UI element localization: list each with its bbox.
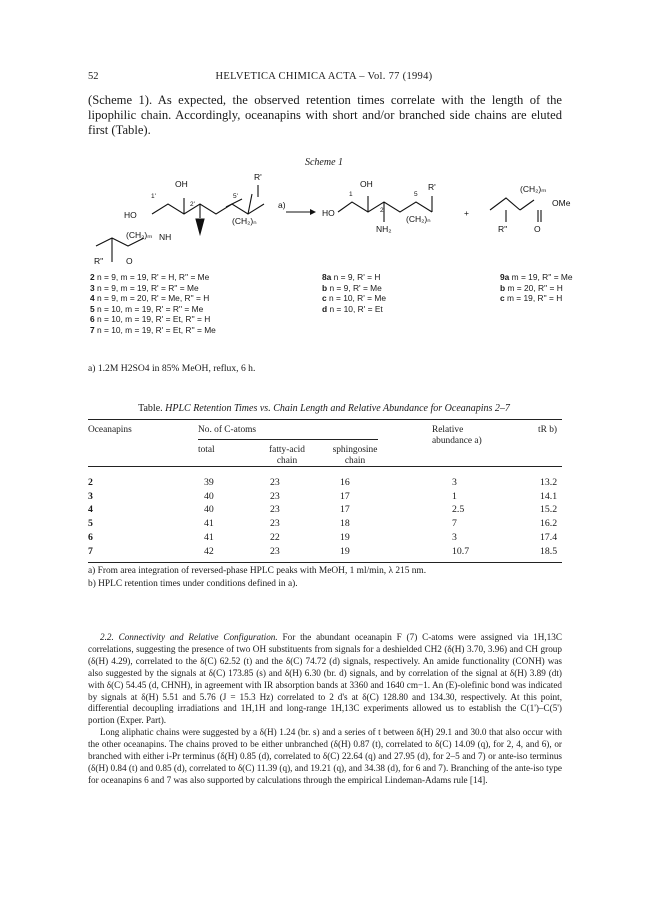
r2-left: R'' (94, 256, 104, 266)
nh2-label: NH₂ (376, 224, 392, 234)
table-cell-rel: 2.5 (452, 504, 465, 516)
compound-number: 7 (90, 324, 95, 335)
table-cell-fa: 23 (270, 518, 280, 530)
table-cell-sph: 19 (340, 531, 350, 543)
page-number: 52 (88, 71, 99, 82)
compound-description: n = 10, m = 19, R' = Et, R'' = Me (94, 324, 216, 335)
table-footnote-b: b) HPLC retention times under conditions defined in a). (88, 579, 298, 589)
compound-description: n = 9, R' = H (331, 272, 381, 282)
section-heading: 2.2. Connectivity and Relative Configuration. (100, 632, 278, 642)
compound-number: 4 (90, 293, 95, 304)
compound-number: 3 (90, 282, 95, 293)
table-cell-tr: 15.2 (540, 504, 558, 516)
col-header-fatty-acid: fatty-acid chain (269, 445, 305, 466)
table-cell-id: 4 (88, 504, 93, 516)
r1-mid: R' (428, 182, 436, 192)
compound-list-right (500, 272, 573, 304)
table-caption (0, 403, 648, 414)
compound-entry (500, 272, 573, 283)
compound-entry (90, 325, 216, 336)
table-span-rule (198, 439, 378, 440)
scheme-footnote: a) 1.2M H2SO4 in 85% MeOH, reflux, 6 h. (88, 363, 256, 374)
section-paragraph-1 (88, 632, 562, 727)
reagent-label: a) (278, 200, 286, 210)
o-right: O (534, 224, 541, 234)
table-cell-total: 39 (204, 477, 214, 488)
table-cell-rel: 10.7 (452, 545, 470, 557)
compound-description: n = 10, R' = Me (326, 293, 386, 304)
ch2m-right: (CH₂)ₘ (520, 184, 547, 194)
ho-label: HO (124, 210, 137, 220)
table-cell-id: 3 (88, 490, 93, 502)
locant-5prime: 5' (233, 193, 238, 200)
compound-entry (90, 283, 216, 294)
compound-list-left (90, 272, 216, 336)
table-cell-tr: 16.2 (540, 518, 558, 530)
table-cell-sph: 17 (340, 504, 350, 516)
journal-title: HELVETICA CHIMICA ACTA – Vol. 77 (1994) (215, 71, 433, 82)
nh-label: NH (159, 232, 172, 242)
table-cell-sph: 16 (340, 477, 350, 488)
locant-5: 5 (414, 191, 418, 198)
compound-number: d (322, 303, 328, 314)
col-header-total: total (198, 445, 215, 455)
table-cell-total: 40 (204, 490, 214, 502)
compound-list-mid (322, 272, 386, 314)
compound-description: n = 9, m = 20, R' = Me, R'' = H (94, 293, 210, 304)
compound-number: c (322, 293, 327, 304)
table-cell-tr: 14.1 (540, 490, 558, 502)
table-cell-id: 6 (88, 531, 93, 543)
compound-entry (322, 283, 386, 294)
sphingolipid-skeleton (96, 185, 541, 262)
compound-number: 8a (322, 272, 332, 282)
table-cell-id: 7 (88, 545, 93, 557)
ch2m-left: (CH₂)ₘ (126, 230, 153, 240)
table-cell-total: 41 (204, 531, 214, 543)
section-text (88, 632, 562, 787)
scheme-title: Scheme 1 (304, 157, 344, 168)
compound-description: n = 10, m = 19, R' = R'' = Me (94, 303, 204, 314)
compound-number: b (500, 282, 506, 293)
table-cell-total: 42 (204, 545, 214, 557)
compound-description: m = 19, R'' = Me (509, 272, 573, 282)
locant-1prime: 1' (151, 193, 156, 200)
table-caption-text: HPLC Retention Times vs. Chain Length and Relative Abundance for Oceanapins 2–7 (165, 403, 510, 414)
table-cell-total: 41 (204, 518, 214, 530)
table-cell-fa: 23 (270, 545, 280, 557)
table-cell-rel: 1 (452, 490, 457, 502)
table-cell-rel: 3 (452, 477, 457, 488)
r1-left: R' (254, 172, 262, 182)
compound-number: c (500, 293, 505, 304)
table-cell-id: 5 (88, 518, 93, 530)
compound-number: 9a (500, 272, 510, 282)
table-cell-rel: 3 (452, 531, 457, 543)
compound-entry (322, 304, 386, 315)
o-left: O (126, 256, 133, 266)
table-cell-sph: 18 (340, 518, 350, 530)
table-cell-tr: 13.2 (540, 477, 558, 488)
col-header-tr: tR b) (538, 425, 558, 435)
compound-description: m = 20, R'' = H (505, 282, 563, 293)
r2-right: R'' (498, 224, 508, 234)
intro-paragraph: (Scheme 1). As expected, the observed retention times correlate with the length of the lipophilic chain. Accordingly, oceanapins with short and/or branched side chains are eluted first (Table). (88, 93, 562, 138)
oh-mid: OH (360, 179, 373, 189)
compound-entry (90, 314, 216, 325)
compound-number: 2 (90, 272, 95, 282)
table-cell-tr: 17.4 (540, 531, 558, 543)
ho-mid: HO (322, 208, 335, 218)
paragraph-1-text: For the abundant oceanapin F (7) C-atoms were assigned via 1H,13C correlations, suggesting the presence of two OH substituents from signals for a deshielded CH2 (δ(H) 3.70, 3.96) and CH group (δ(H) 4.29), correlated to the δ(C) 62.52 (t) and the δ(C) 74.72 (d) signals, respectively. An amide functionality (CONH) was also suggested by the signals at δ(C) 173.85 (s) and δ(H) 6.30 (br. d) signals, and by correlation of the signal at δ(H) 3.89 (dt) with δ(C) 54.45 (d, CHNH), in agreement with IR absorption bands at 3360 and 1640 cm−1. An (E)-olefinic bond was indicated by signals at δ(H) 5.51 and 5.76 (J = 15.3 Hz) correlated to 2 d's at δ(C) 128.80 and 134.30, respectively. At this point, differential decoupling irradiations and 1H,1H and long-range 1H,13C experiments allowed us to establish the C(1')–C(5') portion (Exper. Part). (88, 632, 562, 726)
compound-entry (90, 272, 216, 283)
table-cell-fa: 23 (270, 490, 280, 502)
ch2n-left: (CH₂)ₙ (232, 216, 257, 226)
ome-label: OMe (552, 198, 571, 208)
table-cell-tr: 18.5 (540, 545, 558, 557)
compound-description: n = 10, m = 19, R' = Et, R'' = H (94, 314, 211, 325)
table-cell-id: 2 (88, 477, 93, 488)
table-cell-total: 40 (204, 504, 214, 516)
compound-number: 5 (90, 303, 95, 314)
compound-description: m = 19, R'' = H (504, 293, 563, 304)
ch2n-mid: (CH₂)ₙ (406, 214, 431, 224)
locant-2prime: 2' (190, 201, 195, 208)
table-cell-sph: 17 (340, 490, 350, 502)
table-header-rule (88, 466, 562, 467)
locant-1: 1 (349, 191, 353, 198)
table-cell-fa: 22 (270, 531, 280, 543)
table-footnote-a: a) From area integration of reversed-phase HPLC peaks with MeOH, 1 ml/min, λ 215 nm. (88, 566, 427, 576)
table-cell-fa: 23 (270, 504, 280, 516)
compound-entry (90, 293, 216, 304)
table-top-rule (88, 419, 562, 420)
col-header-c-atoms: No. of C-atoms (198, 425, 257, 435)
col-header-oceanapins: Oceanapins (88, 425, 132, 435)
plus-sign: + (464, 208, 469, 218)
table-caption-prefix: Table. (138, 403, 163, 414)
compound-entry (500, 283, 573, 294)
table-cell-rel: 7 (452, 518, 457, 530)
compound-number: 6 (90, 314, 95, 325)
compound-entry (322, 272, 386, 283)
compound-description: n = 10, R' = Et (327, 303, 383, 314)
col-header-sphingosine: sphingosine chain (332, 445, 378, 466)
col-header-relative: Relative abundance a) (432, 425, 482, 446)
table-cell-fa: 23 (270, 477, 280, 488)
locant-2: 2 (380, 207, 384, 214)
compound-description: n = 9, m = 19, R' = R'' = Me (94, 282, 199, 293)
compound-entry (322, 293, 386, 304)
oh-label: OH (175, 179, 188, 189)
table-cell-sph: 19 (340, 545, 350, 557)
table-bottom-rule (88, 562, 562, 563)
compound-description: n = 9, m = 19, R' = H, R'' = Me (94, 272, 210, 282)
compound-entry (90, 304, 216, 315)
compound-entry (500, 293, 573, 304)
compound-description: n = 9, R' = Me (327, 282, 382, 293)
compound-number: b (322, 282, 328, 293)
section-paragraph-2: Long aliphatic chains were suggested by a δ(H) 1.24 (br. s) and a series of t between δ(H) 29.1 and 30.0 that also occur with the other oceanapins. The chains proved to be either unbranched (δ(H) 0.87 (t), correlated to δ(C) 14.09 (q), for 2, 4, and 6), or branched with either i-Pr terminus (δ(H) 0.85 (d), correlated to δ(C) 22.64 (q) and 27.95 (d), for 2–5 and 7) or ante-iso terminus (δ(H) 0.84 (t) and 0.85 (d), correlated to δ(C) 11.39 (q), and 19.21 (q), and 34.38 (d), for 6 and 7). Branching of the ante-iso type for oceanapins 6 and 7 was also supported by calculations through the empirical Lindeman-Adams rule [14]. (88, 727, 562, 785)
